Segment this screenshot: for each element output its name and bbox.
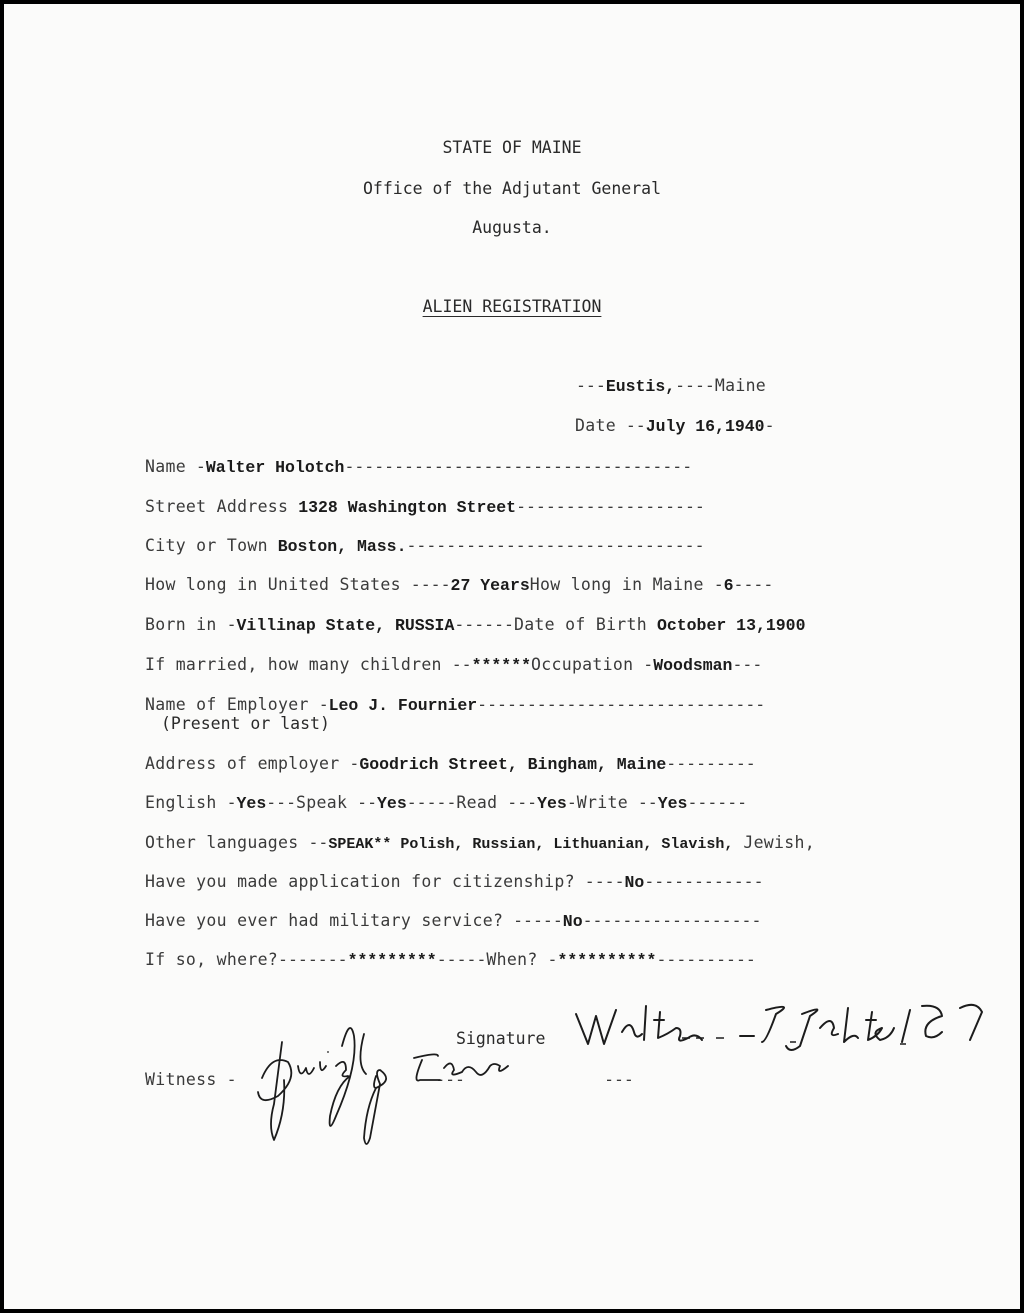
name-label: Name — [145, 457, 186, 476]
employer-value: Leo J. Fournier — [328, 696, 478, 715]
read-value: Yes — [537, 794, 567, 813]
occupation-label: Occupation — [531, 655, 634, 674]
english-line: English -Yes---Speak --Yes-----Read ---Yes-Write --Yes------ — [145, 793, 748, 813]
document-page — [4, 4, 1020, 1309]
date-line: Date --July 16,1940- — [575, 416, 775, 436]
dob-value: October 13,1900 — [656, 616, 806, 635]
when-label: When? — [486, 950, 538, 969]
english-label: English — [145, 793, 217, 812]
birth-line: Born in -Villinap State, RUSSIA------Date of Birth October 13,1900 — [145, 615, 806, 635]
witness-line: Witness - --- --- — [145, 1070, 634, 1089]
employer-address-line: Address of employer -Goodrich Street, Bingham, Maine--------- — [145, 754, 756, 774]
employer-sublabel: (Present or last) — [161, 714, 330, 733]
children-value: ****** — [471, 656, 532, 675]
maine-years-value: 6 — [723, 576, 734, 595]
employer-address-label: Address of employer — [145, 754, 340, 773]
military-value: No — [562, 912, 583, 931]
city-value: Boston, Mass. — [277, 537, 407, 556]
citizenship-line: Have you made application for citizenship? ----No------------ — [145, 872, 764, 892]
place-state: Maine — [714, 376, 767, 395]
other-languages-label: Other languages — [145, 833, 299, 852]
signature-label: Signature — [456, 1029, 546, 1048]
street-line: Street Address 1328 Washington Street------------------- — [145, 497, 705, 517]
other-languages-extra: Jewish, — [743, 833, 815, 852]
place-line: ---Eustis,----Maine — [576, 376, 767, 396]
employer-label: Name of Employer — [145, 695, 309, 714]
state-heading: STATE OF MAINE — [442, 138, 582, 157]
office-heading: Office of the Adjutant General — [362, 179, 661, 198]
us-years-value: 27 Years — [450, 576, 530, 595]
date-value: July 16,1940 — [645, 417, 765, 436]
military-label: Have you ever had military service? — [145, 911, 504, 930]
city-label: City or Town — [145, 536, 268, 555]
when-value: ********** — [557, 951, 657, 970]
employer-address-value: Goodrich Street, Bingham, Maine — [359, 755, 667, 774]
other-languages-value: SPEAK** Polish, Russian, Lithuanian, Slavish, — [328, 836, 734, 853]
born-in-value: Villinap State, RUSSIA — [236, 616, 455, 635]
children-line: If married, how many children --******Occupation -Woodsman--- — [145, 655, 763, 675]
speak-label: Speak — [296, 793, 348, 812]
city-heading: Augusta. — [472, 218, 552, 237]
born-in-label: Born in — [145, 615, 217, 634]
name-value: Walter Holotch — [205, 458, 345, 477]
street-label: Street Address — [145, 497, 289, 516]
witness-label: Witness — [145, 1070, 217, 1089]
english-value: Yes — [236, 794, 267, 813]
write-value: Yes — [657, 794, 688, 813]
occupation-value: Woodsman — [653, 656, 733, 675]
read-label: Read — [456, 793, 498, 812]
dob-label: Date of Birth — [513, 615, 648, 634]
where-value: ********* — [347, 951, 437, 970]
military-line: Have you ever had military service? -----No------------------ — [145, 911, 762, 931]
speak-value: Yes — [377, 794, 407, 813]
write-label: Write — [576, 793, 628, 812]
place-town: Eustis, — [605, 377, 676, 396]
citizenship-label: Have you made application for citizenship? — [145, 872, 575, 891]
employer-line: Name of Employer -Leo J. Fournier----------------------------- — [145, 695, 766, 715]
citizenship-value: No — [624, 873, 645, 892]
other-languages-line: Other languages --SPEAK** Polish, Russian, Lithuanian, Slavish, Jewish, — [145, 833, 815, 853]
children-label: If married, how many children — [145, 655, 442, 674]
name-line: Name -Walter Holotch----------------------------------- — [145, 457, 693, 477]
residence-line: How long in United States ----27 YearsHow long in Maine -6---- — [145, 575, 774, 595]
service-where-line: If so, where?-------*********-----When? -**********---------- — [145, 950, 756, 970]
maine-years-label: How long in Maine — [529, 575, 704, 594]
form-title: ALIEN REGISTRATION — [422, 297, 602, 316]
city-line: City or Town Boston, Mass.------------------------------ — [145, 536, 705, 556]
date-label: Date — [575, 416, 616, 435]
us-years-label: How long in United States — [145, 575, 401, 594]
street-value: 1328 Washington Street — [298, 498, 517, 517]
where-label: If so, where? — [145, 950, 279, 969]
